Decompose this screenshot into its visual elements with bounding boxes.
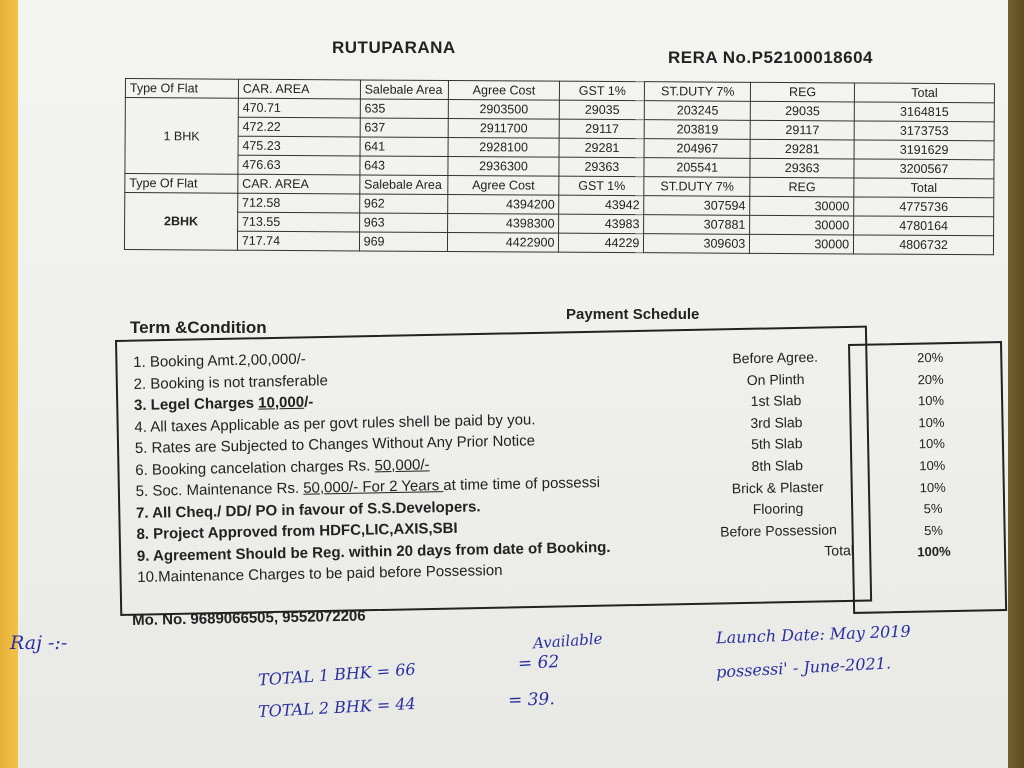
header-cell: Salebale Area — [360, 80, 448, 100]
table-cell: 962 — [359, 194, 447, 214]
payment-label: Flooring — [752, 500, 804, 518]
table-cell: 4775736 — [854, 197, 994, 217]
table-cell: 203245 — [645, 101, 751, 121]
header-cell: CAR. AREA — [238, 174, 360, 194]
term-text: 5. Soc. Maintenance Rs. — [135, 479, 304, 500]
payment-label: 8th Slab — [751, 457, 804, 474]
table-cell: 30000 — [750, 196, 854, 216]
payment-label: 5th Slab — [751, 435, 803, 453]
payment-value: 5% — [923, 500, 943, 517]
rate-table — [124, 78, 995, 255]
table-cell: 29117 — [750, 120, 854, 140]
header-cell: ST.DUTY 7% — [644, 177, 750, 197]
payment-label-total: Total — [824, 542, 855, 559]
handwritten-available: Available — [532, 629, 604, 653]
header-cell: Type Of Flat — [125, 174, 238, 194]
payment-labels — [700, 346, 854, 565]
header-cell: Agree Cost — [447, 175, 559, 195]
handwritten-launch-date: Launch Date: May 2019 — [715, 621, 911, 648]
payment-value: 20% — [917, 371, 944, 387]
table-cell: 203819 — [645, 120, 751, 140]
payment-label: On Plinth — [746, 370, 805, 388]
table-cell: 635 — [360, 99, 448, 119]
table-cell: 29281 — [750, 139, 854, 159]
table-cell: 2911700 — [448, 118, 560, 138]
table-cell: 4394200 — [447, 194, 559, 214]
payment-value: 10% — [917, 392, 945, 409]
table-cell: 2936300 — [448, 156, 560, 176]
payment-value: 10% — [919, 479, 946, 495]
term-text: 6. Booking cancelation charges Rs. — [135, 456, 375, 479]
table-cell: 307594 — [644, 196, 750, 216]
payment-value: 5% — [923, 522, 944, 538]
term-amount: 50,000/- — [374, 455, 430, 474]
term-item: 10.Maintenance Charges to be paid before Possession — [137, 561, 503, 586]
table-cell: 643 — [360, 156, 448, 176]
payment-value: 20% — [917, 349, 944, 366]
table-cell: 29035 — [751, 101, 855, 121]
table-cell: 4422900 — [447, 232, 559, 252]
project-title: RUTUPARANA — [332, 38, 456, 57]
table-cell: 963 — [359, 213, 447, 233]
handwritten-name: Raj -:- — [10, 632, 68, 654]
table-cell: 307881 — [644, 215, 750, 235]
table-cell: 713.55 — [237, 212, 359, 232]
rera-number: RERA No.P52100018604 — [668, 48, 873, 67]
table-cell: 2928100 — [448, 137, 560, 157]
table-cell: 4806732 — [854, 235, 994, 255]
payment-values — [880, 346, 984, 564]
payment-label: 3rd Slab — [750, 413, 803, 431]
handwritten-available-2bhk: = 39. — [507, 689, 556, 711]
table-cell: 44229 — [559, 233, 644, 253]
payment-label: Before Agree. — [732, 348, 819, 367]
payment-label: 1st Slab — [750, 392, 802, 410]
payment-schedule-title: Payment Schedule — [566, 306, 700, 323]
header-cell: CAR. AREA — [238, 79, 360, 99]
payment-value: 10% — [918, 414, 945, 431]
header-cell: Total — [854, 83, 994, 103]
term-item: 8. Project Approved from HDFC,LIC,AXIS,SBI — [136, 519, 458, 543]
table-cell: 3164815 — [854, 102, 994, 122]
payment-label: Before Possession — [719, 521, 837, 540]
table-cell: 4398300 — [447, 213, 559, 233]
table-cell: 43942 — [559, 195, 644, 215]
term-item: 7. All Cheq./ DD/ PO in favour of S.S.Developers. — [135, 497, 481, 522]
table-cell: 29281 — [559, 138, 644, 158]
table-cell: 29363 — [559, 157, 644, 177]
term-text: /- — [303, 393, 314, 411]
flat-type-2bhk: 2BHK — [124, 193, 237, 251]
table-cell: 3200567 — [854, 159, 994, 179]
term-item: 1. Booking Amt.2,00,000/- — [133, 350, 306, 371]
header-cell: Salebale Area — [359, 175, 447, 195]
table-cell: 3173753 — [854, 121, 994, 141]
table-cell: 717.74 — [237, 231, 359, 251]
payment-value-total: 100% — [917, 544, 951, 560]
header-cell: Total — [854, 178, 994, 198]
term-amount: 10,000 — [258, 393, 305, 412]
header-cell: REG — [751, 82, 855, 102]
handwritten-possession: possessi' - June-2021. — [715, 653, 892, 682]
table-cell: 30000 — [750, 215, 854, 235]
table-cell: 29363 — [750, 158, 854, 178]
handwritten-available-1bhk: = 62 — [517, 651, 560, 675]
table-cell: 476.63 — [238, 155, 360, 175]
header-cell: GST 1% — [559, 176, 644, 196]
terms-title: Term &Condition — [130, 318, 267, 337]
flat-type-1bhk: 1 BHK — [125, 98, 238, 175]
table-cell: 29035 — [560, 100, 645, 120]
payment-value: 10% — [919, 457, 946, 474]
handwritten-total-2bhk: TOTAL 2 BHK = 44 — [257, 693, 417, 722]
table-cell: 4780164 — [854, 216, 994, 236]
payment-value: 10% — [918, 436, 946, 452]
mobile-numbers: Mo. No. 9689066505, 9552072206 — [132, 607, 366, 629]
table-cell: 637 — [360, 118, 448, 138]
term-item: 5. Rates are Subjected to Changes Without Any Prior Notice — [134, 432, 536, 457]
term-text: 3. Legel Charges — [133, 394, 259, 414]
table-cell: 472.22 — [238, 117, 360, 137]
table-cell: 2903500 — [448, 99, 560, 119]
table-cell: 3191629 — [854, 140, 994, 160]
table-cell: 309603 — [644, 234, 750, 254]
table-cell: 641 — [360, 137, 448, 157]
header-cell: ST.DUTY 7% — [645, 82, 751, 102]
header-cell: Agree Cost — [448, 80, 560, 100]
table-cell: 969 — [359, 232, 447, 252]
table-cell: 29117 — [560, 119, 645, 139]
term-item: 9. Agreement Should be Reg. within 20 days from date of Booking. — [136, 538, 611, 565]
term-item: 4. All taxes Applicable as per govt rules shell be paid by you. — [134, 410, 536, 436]
table-cell: 204967 — [644, 139, 750, 159]
header-cell: GST 1% — [560, 81, 645, 101]
header-cell: Type Of Flat — [125, 79, 238, 99]
table-cell: 43983 — [559, 214, 644, 234]
table-cell: 470.71 — [238, 98, 360, 118]
table-cell: 205541 — [644, 158, 750, 178]
handwritten-total-1bhk: TOTAL 1 BHK = 66 — [257, 659, 417, 690]
payment-label: Brick & Plaster — [731, 478, 824, 496]
term-text: at time time of possessi — [443, 474, 601, 495]
table-cell: 712.58 — [238, 193, 360, 213]
table-cell: 475.23 — [238, 136, 360, 156]
header-cell: REG — [750, 177, 854, 197]
term-item: 2. Booking is not transferable — [133, 371, 329, 393]
table-cell: 30000 — [750, 234, 854, 254]
term-amount: 50,000/- For 2 Years — [303, 477, 444, 497]
